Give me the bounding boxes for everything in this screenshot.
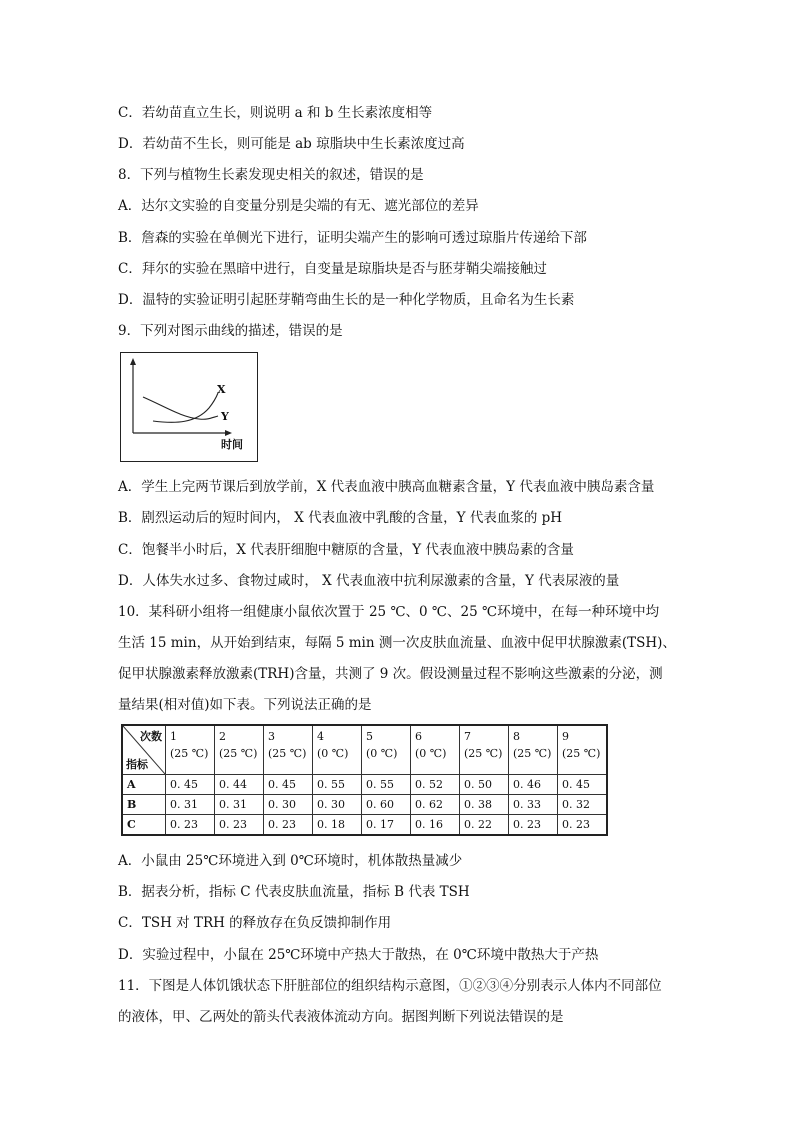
header-condition: (25 ℃): [562, 747, 601, 760]
table-header-cell: [411, 725, 460, 775]
header-condition: (0 ℃): [415, 747, 447, 760]
table-cell: 0. 46: [509, 775, 558, 795]
table-cell: 0. 31: [215, 795, 264, 815]
table-row: [122, 775, 607, 795]
table-cell: 0. 62: [411, 795, 460, 815]
table-cell: 0. 23: [215, 815, 264, 836]
option-d-q8: D．温特的实验证明引起胚芽鞘弯曲生长的是一种化学物质，且命名为生长素: [118, 292, 575, 308]
y-axis-arrow: [130, 358, 136, 365]
table-cell: 0. 52: [411, 775, 460, 795]
table-row: [122, 795, 607, 815]
header-condition: (25 ℃): [268, 747, 307, 760]
header-number: 4: [317, 730, 324, 743]
option-c-q9: C．饱餐半小时后，X 代表肝细胞中糖原的含量，Y 代表血液中胰岛素的含量: [118, 542, 574, 558]
option-b-q9: B．剧烈运动后的短时间内， X 代表血液中乳酸的含量，Y 代表血浆的 pH: [118, 510, 563, 526]
table-cell: 0. 17: [362, 815, 411, 836]
header-number: 2: [219, 730, 226, 743]
table-cell: 0. 44: [215, 775, 264, 795]
table-cell: 0. 22: [460, 815, 509, 836]
time-axis-label: 时间: [221, 438, 243, 451]
table-cell: 0. 23: [558, 815, 608, 836]
question-10-stem-line3: 促甲状腺激素释放激素(TRH)含量，共测了 9 次。假设测量过程不影响这些激素的分泌，测: [118, 666, 663, 682]
header-condition: (0 ℃): [366, 747, 398, 760]
table-cell: 0. 60: [362, 795, 411, 815]
row-label: B: [122, 795, 166, 815]
table-cell: 0. 31: [166, 795, 215, 815]
table-corner-cell: [122, 725, 166, 775]
curve-figure: [120, 352, 258, 462]
table-header-cell: [166, 725, 215, 775]
table-header-cell: [264, 725, 313, 775]
curve-x-label: X: [217, 383, 226, 396]
option-d-q9: D．人体失水过多、食物过咸时， X 代表血液中抗利尿激素的含量，Y 代表尿液的量: [118, 573, 620, 589]
option-a-q8: A．达尔文实验的自变量分别是尖端的有无、遮光部位的差异: [118, 198, 479, 214]
option-a-q10: A．小鼠由 25℃环境进入到 0℃环境时，机体散热量减少: [118, 853, 463, 869]
header-number: 7: [464, 730, 471, 743]
curve-y-label: Y: [221, 410, 229, 423]
question-11-stem-line1: 11．下图是人体饥饿状态下肝脏部位的组织结构示意图，①②③④分别表示人体内不同部位: [118, 978, 662, 994]
option-c-q10: C．TSH 对 TRH 的释放存在负反馈抑制作用: [118, 915, 392, 931]
corner-label-index: 指标: [126, 758, 148, 771]
table-cell: 0. 23: [509, 815, 558, 836]
header-number: 9: [562, 730, 569, 743]
table-cell: 0. 18: [313, 815, 362, 836]
option-b-q10: B．据表分析，指标 C 代表皮肤血流量，指标 B 代表 TSH: [118, 884, 470, 900]
table-cell: 0. 23: [166, 815, 215, 836]
question-11-stem-line2: 的液体，甲、乙两处的箭头代表液体流动方向。据图判断下列说法错误的是: [118, 1009, 564, 1025]
row-label: C: [122, 815, 166, 836]
curve-y: [143, 397, 218, 419]
row-label: A: [122, 775, 166, 795]
table-cell: 0. 45: [264, 775, 313, 795]
table-cell: 0. 50: [460, 775, 509, 795]
table-header-row: [122, 725, 607, 775]
table-row: [122, 815, 607, 836]
header-number: 3: [268, 730, 275, 743]
header-condition: (25 ℃): [464, 747, 503, 760]
header-number: 6: [415, 730, 422, 743]
question-8-stem: 8．下列与植物生长素发现史相关的叙述，错误的是: [118, 167, 424, 183]
question-10-stem-line2: 生活 15 min，从开始到结束，每隔 5 min 测一次皮肤血流量、血液中促甲状腺激素(TSH)、: [118, 635, 676, 651]
header-condition: (25 ℃): [170, 747, 209, 760]
table-cell: 0. 33: [509, 795, 558, 815]
table-header-cell: [509, 725, 558, 775]
table-cell: 0. 23: [264, 815, 313, 836]
question-10-stem-line1: 10．某科研小组将一组健康小鼠依次置于 25 ℃、0 ℃、25 ℃环境中，在每一种环境中均: [118, 604, 660, 620]
table-cell: 0. 38: [460, 795, 509, 815]
option-d-q10: D．实验过程中，小鼠在 25℃环境中产热大于散热，在 0℃环境中散热大于产热: [118, 947, 599, 963]
question-9-stem: 9．下列对图示曲线的描述，错误的是: [118, 323, 343, 339]
table-header-cell: [215, 725, 264, 775]
option-d-q7: D．若幼苗不生长，则可能是 ab 琼脂块中生长素浓度过高: [118, 136, 465, 152]
header-condition: (0 ℃): [317, 747, 349, 760]
option-c-q8: C．拜尔的实验在黑暗中进行，自变量是琼脂块是否与胚芽鞘尖端接触过: [118, 261, 547, 277]
table-cell: 0. 45: [166, 775, 215, 795]
option-c-q7: C．若幼苗直立生长，则说明 a 和 b 生长素浓度相等: [118, 105, 433, 121]
table-cell: 0. 30: [313, 795, 362, 815]
option-b-q8: B．詹森的实验在单侧光下进行，证明尖端产生的影响可透过琼脂片传递给下部: [118, 230, 587, 246]
table-header-cell: [460, 725, 509, 775]
table-cell: 0. 32: [558, 795, 608, 815]
table-header-cell: [362, 725, 411, 775]
table-cell: 0. 55: [313, 775, 362, 795]
header-number: 1: [170, 730, 177, 743]
table-cell: 0. 30: [264, 795, 313, 815]
corner-label-count: 次数: [140, 730, 162, 743]
header-condition: (25 ℃): [219, 747, 258, 760]
table-header-cell: [313, 725, 362, 775]
header-condition: (25 ℃): [513, 747, 552, 760]
table-cell: 0. 16: [411, 815, 460, 836]
measurement-table: [121, 724, 608, 836]
table-cell: 0. 55: [362, 775, 411, 795]
option-a-q9: A．学生上完两节课后到放学前，X 代表血液中胰高血糖素含量，Y 代表血液中胰岛素含量: [118, 479, 655, 495]
table-cell: 0. 45: [558, 775, 608, 795]
curve-x: [153, 393, 218, 422]
question-10-stem-line4: 量结果(相对值)如下表。下列说法正确的是: [118, 697, 372, 713]
header-number: 5: [366, 730, 373, 743]
header-number: 8: [513, 730, 520, 743]
table-header-cell: [558, 725, 608, 775]
